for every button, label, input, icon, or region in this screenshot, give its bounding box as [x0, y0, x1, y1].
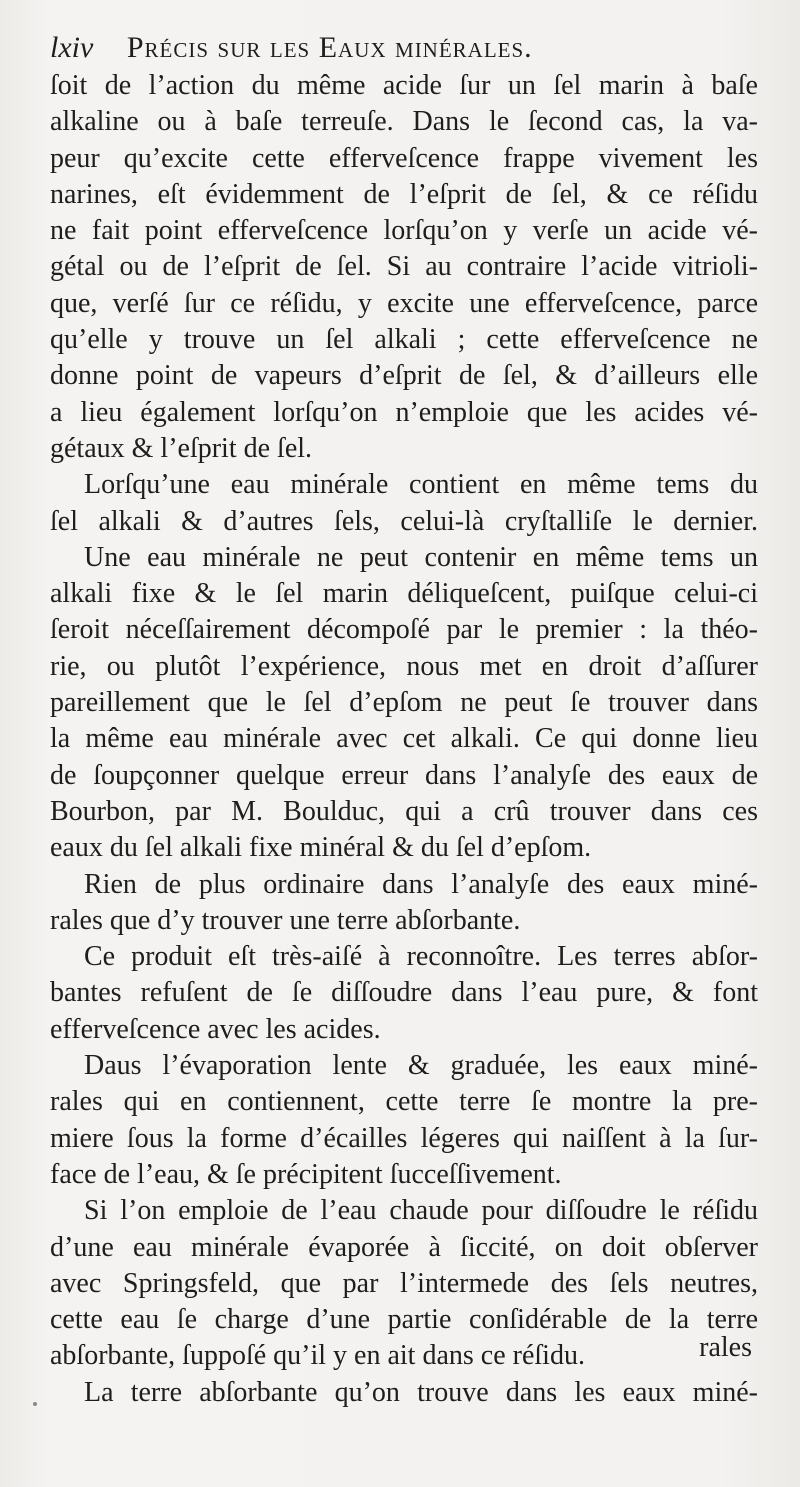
text-line: cette eau ſe charge d’une partie conſidérable de la terre — [50, 1304, 758, 1336]
text-block — [50, 68, 758, 1411]
paragraph-end-line: efferveſcence avec les acides. — [50, 1013, 381, 1045]
text-line: rales qui en contiennent, cette terre ſe montre la pre- — [50, 1086, 758, 1118]
text-line: que, verſé ſur ce réſidu, y excite une efferveſcence, parce — [50, 287, 758, 319]
paragraph-start-line: Une eau minérale ne peut contenir en même tems un — [84, 541, 758, 573]
text-line: avec Springsfeld, que par l’intermede des ſels neutres, — [50, 1267, 758, 1299]
paragraph-end-line: rales que d’y trouver une terre abſorbante. — [50, 904, 521, 936]
text-line: ſel alkali & d’autres ſels, celui-là cryſtalliſe le dernier. — [50, 505, 758, 537]
text-line: alkaline ou à baſe terreuſe. Dans le ſecond cas, la va- — [50, 106, 758, 138]
paragraph-end-line: eaux du ſel alkali fixe minéral & du ſel d’epſom. — [50, 832, 592, 864]
text-line: de ſoupçonner quelque erreur dans l’analyſe des eaux de — [50, 759, 758, 791]
running-title: Précis sur les Eaux minérales. — [126, 31, 533, 64]
text-line: qu’elle y trouve un ſel alkali ; cette efferveſcence ne — [50, 324, 758, 356]
text-line: narines, eſt évidemment de l’eſprit de ſel, & ce réſidu — [50, 178, 758, 210]
paragraph-start-line: Rien de plus ordinaire dans l’analyſe des eaux miné- — [84, 868, 758, 900]
paper-speck — [33, 1402, 37, 1406]
text-line: pareillement que le ſel d’epſom ne peut ſe trouver dans — [50, 687, 758, 719]
text-line: ſeroit néceſſairement décompoſé par le premier : la théo- — [50, 614, 758, 646]
text-line: donne point de vapeurs d’eſprit de ſel, & d’ailleurs elle — [50, 360, 758, 392]
paragraph-start-line: La terre abſorbante qu’on trouve dans les eaux miné- — [84, 1376, 758, 1408]
paragraph-start-line: Ce produit eſt très-aiſé à reconnoître. Les terres abſor- — [84, 941, 758, 973]
text-line: Bourbon, par M. Boulduc, qui a crû trouver dans ces — [50, 795, 758, 827]
text-line: la même eau minérale avec cet alkali. Ce qui donne lieu — [50, 723, 758, 755]
paragraph-start-line: Si l’on emploie de l’eau chaude pour diſſoudre le réſidu — [84, 1195, 758, 1227]
text-line: bantes refuſent de ſe diſſoudre dans l’eau pure, & font — [50, 977, 758, 1009]
paragraph-end-line: gétaux & l’eſprit de ſel. — [50, 432, 313, 464]
paragraph-end-line: face de l’eau, & ſe précipitent ſucceſſivement. — [50, 1158, 562, 1190]
text-line: ſoit de l’action du même acide ſur un ſel marin à baſe — [50, 70, 758, 101]
page-number: lxiv — [50, 31, 94, 64]
paragraph-start-line: Daus l’évaporation lente & graduée, les eaux miné- — [84, 1050, 758, 1082]
text-line: ne fait point efferveſcence lorſqu’on y verſe un acide vé- — [50, 215, 758, 247]
text-line: a lieu également lorſqu’on n’emploie que les acides vé- — [50, 396, 758, 428]
text-line: miere ſous la forme d’écailles légeres qui naiſſent à la ſur- — [50, 1122, 758, 1154]
catchword: rales — [699, 1332, 752, 1363]
paragraph-end-line: abſorbante, ſuppoſé qu’il y en ait dans ce réſidu. — [50, 1340, 585, 1372]
text-line: alkali fixe & le ſel marin déliqueſcent, puiſque celui-ci — [50, 578, 758, 610]
text-line: gétal ou de l’eſprit de ſel. Si au contraire l’acide vitrioli- — [50, 251, 758, 283]
text-line: peur qu’excite cette efferveſcence frappe vivement les — [50, 142, 758, 174]
paragraph-start-line: Lorſqu’une eau minérale contient en même tems du — [84, 469, 758, 501]
text-line: rie, ou plutôt l’expérience, nous met en droit d’aſſurer — [50, 650, 758, 682]
page-header — [50, 28, 770, 68]
text-line: d’une eau minérale évaporée à ſiccité, on doit obſerver — [50, 1231, 758, 1263]
